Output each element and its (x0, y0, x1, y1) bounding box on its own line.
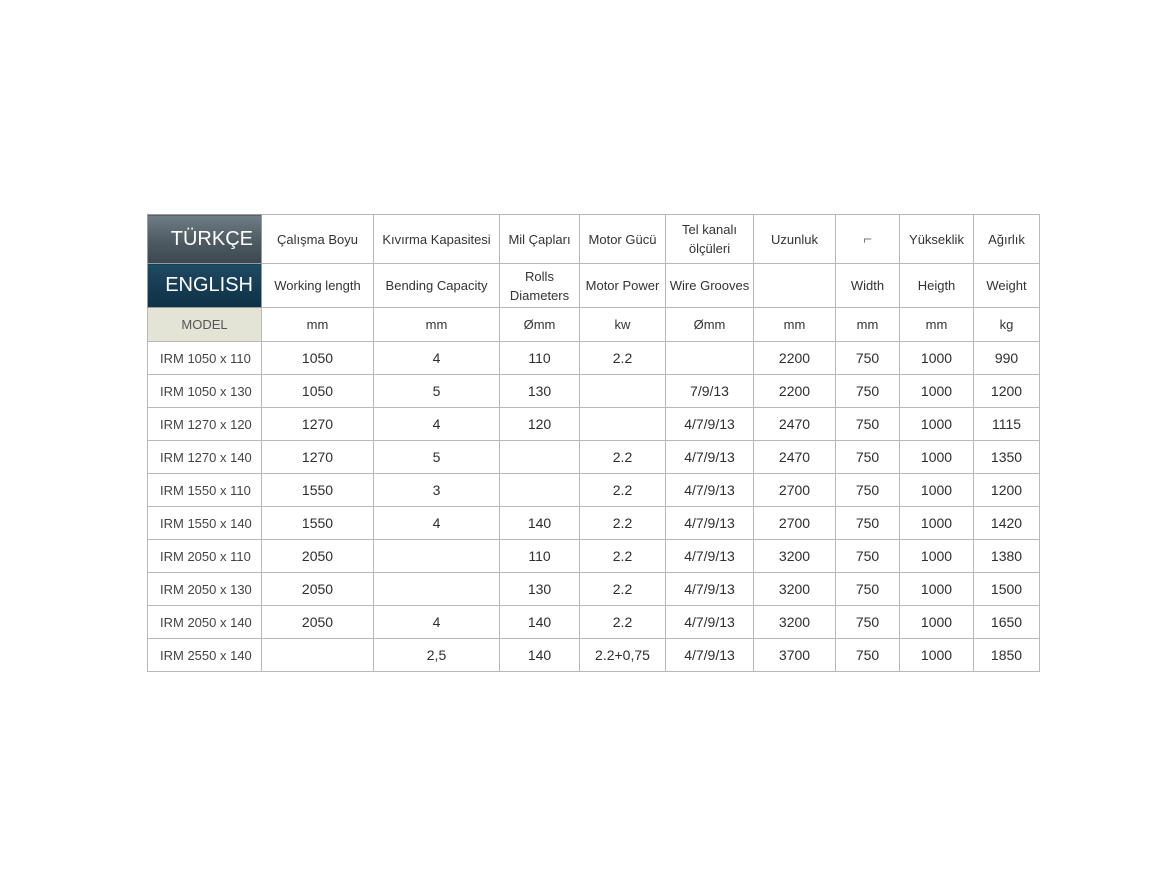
model-cell: IRM 2550 x 140 (148, 639, 262, 672)
col-en-rolls-diameters: Rolls Diameters (500, 264, 580, 308)
cell-wire-grooves: 4/7/9/13 (666, 639, 754, 672)
model-cell: IRM 2050 x 140 (148, 606, 262, 639)
model-header: MODEL (148, 308, 262, 342)
cell-weight: 1850 (974, 639, 1040, 672)
col-tr-height: Yükseklik (900, 215, 974, 264)
model-cell: IRM 1050 x 130 (148, 375, 262, 408)
cell-bending-capacity: 5 (374, 375, 500, 408)
cell-motor-power (580, 408, 666, 441)
cell-length: 3200 (754, 606, 836, 639)
cell-motor-power: 2.2 (580, 540, 666, 573)
cell-weight: 1350 (974, 441, 1040, 474)
lang-label-turkish: TÜRKÇE (148, 215, 262, 264)
cell-bending-capacity: 4 (374, 408, 500, 441)
unit-length: mm (754, 308, 836, 342)
spec-table (147, 214, 1040, 672)
model-cell: IRM 2050 x 110 (148, 540, 262, 573)
table-row (148, 540, 1040, 573)
unit-wire-grooves: Ømm (666, 308, 754, 342)
unit-working-length: mm (262, 308, 374, 342)
cell-working-length: 2050 (262, 573, 374, 606)
cell-working-length: 1050 (262, 375, 374, 408)
cell-weight: 1115 (974, 408, 1040, 441)
unit-rolls-diameters: Ømm (500, 308, 580, 342)
col-en-weight: Weight (974, 264, 1040, 308)
ruler-icon: ⌐ (863, 230, 872, 248)
table-row (148, 573, 1040, 606)
cell-weight: 1200 (974, 375, 1040, 408)
cell-height: 1000 (900, 507, 974, 540)
cell-height: 1000 (900, 474, 974, 507)
model-cell: IRM 2050 x 130 (148, 573, 262, 606)
unit-width: mm (836, 308, 900, 342)
model-cell: IRM 1050 x 110 (148, 342, 262, 375)
cell-length: 2700 (754, 474, 836, 507)
cell-bending-capacity: 4 (374, 606, 500, 639)
col-tr-bending-capacity: Kıvırma Kapasitesi (374, 215, 500, 264)
cell-length: 2470 (754, 408, 836, 441)
cell-bending-capacity: 4 (374, 507, 500, 540)
lang-label-english: ENGLISH (148, 264, 262, 308)
col-en-wire-grooves: Wire Grooves (666, 264, 754, 308)
cell-length: 2700 (754, 507, 836, 540)
cell-rolls-diameters: 140 (500, 507, 580, 540)
cell-length: 3700 (754, 639, 836, 672)
unit-bending-capacity: mm (374, 308, 500, 342)
cell-weight: 1500 (974, 573, 1040, 606)
cell-working-length: 2050 (262, 540, 374, 573)
cell-motor-power: 2.2 (580, 474, 666, 507)
cell-length: 2200 (754, 375, 836, 408)
cell-working-length: 1270 (262, 441, 374, 474)
model-cell: IRM 1270 x 140 (148, 441, 262, 474)
cell-bending-capacity: 3 (374, 474, 500, 507)
cell-height: 1000 (900, 441, 974, 474)
col-tr-weight: Ağırlık (974, 215, 1040, 264)
cell-rolls-diameters: 120 (500, 408, 580, 441)
cell-weight: 1200 (974, 474, 1040, 507)
col-en-width: Width (836, 264, 900, 308)
header-row-en (148, 264, 1040, 308)
cell-wire-grooves: 4/7/9/13 (666, 606, 754, 639)
cell-wire-grooves: 4/7/9/13 (666, 540, 754, 573)
table-row (148, 342, 1040, 375)
col-en-motor-power: Motor Power (580, 264, 666, 308)
cell-working-length: 1050 (262, 342, 374, 375)
header-row-units (148, 308, 1040, 342)
unit-motor-power: kw (580, 308, 666, 342)
cell-motor-power: 2.2 (580, 441, 666, 474)
model-cell: IRM 1550 x 110 (148, 474, 262, 507)
cell-weight: 1650 (974, 606, 1040, 639)
col-tr-length: Uzunluk (754, 215, 836, 264)
cell-wire-grooves: 4/7/9/13 (666, 474, 754, 507)
col-en-working-length: Working length (262, 264, 374, 308)
cell-height: 1000 (900, 408, 974, 441)
col-tr-wire-grooves: Tel kanalı ölçüleri (666, 215, 754, 264)
cell-width: 750 (836, 540, 900, 573)
cell-wire-grooves (666, 342, 754, 375)
cell-rolls-diameters: 130 (500, 375, 580, 408)
header-row-tr (148, 215, 1040, 264)
cell-wire-grooves: 4/7/9/13 (666, 408, 754, 441)
col-en-height: Heigth (900, 264, 974, 308)
table-row (148, 639, 1040, 672)
cell-width: 750 (836, 375, 900, 408)
col-tr-width (836, 215, 900, 264)
cell-motor-power (580, 375, 666, 408)
cell-width: 750 (836, 606, 900, 639)
table-row (148, 507, 1040, 540)
cell-weight: 1420 (974, 507, 1040, 540)
cell-motor-power: 2.2 (580, 507, 666, 540)
cell-length: 2470 (754, 441, 836, 474)
cell-height: 1000 (900, 639, 974, 672)
cell-width: 750 (836, 573, 900, 606)
cell-width: 750 (836, 342, 900, 375)
cell-height: 1000 (900, 573, 974, 606)
cell-motor-power: 2.2 (580, 342, 666, 375)
cell-working-length: 1550 (262, 474, 374, 507)
cell-motor-power: 2.2 (580, 606, 666, 639)
cell-bending-capacity: 5 (374, 441, 500, 474)
cell-weight: 1380 (974, 540, 1040, 573)
cell-height: 1000 (900, 375, 974, 408)
cell-bending-capacity (374, 540, 500, 573)
table-row (148, 441, 1040, 474)
cell-length: 2200 (754, 342, 836, 375)
table-row (148, 408, 1040, 441)
cell-wire-grooves: 7/9/13 (666, 375, 754, 408)
cell-rolls-diameters: 130 (500, 573, 580, 606)
cell-width: 750 (836, 507, 900, 540)
cell-rolls-diameters (500, 441, 580, 474)
col-en-bending-capacity: Bending Capacity (374, 264, 500, 308)
cell-height: 1000 (900, 342, 974, 375)
cell-height: 1000 (900, 606, 974, 639)
cell-width: 750 (836, 474, 900, 507)
cell-width: 750 (836, 408, 900, 441)
col-tr-rolls-diameters: Mil Çapları (500, 215, 580, 264)
table-row (148, 375, 1040, 408)
model-cell: IRM 1550 x 140 (148, 507, 262, 540)
cell-width: 750 (836, 441, 900, 474)
col-en-length (754, 264, 836, 308)
unit-weight: kg (974, 308, 1040, 342)
cell-weight: 990 (974, 342, 1040, 375)
model-cell: IRM 1270 x 120 (148, 408, 262, 441)
cell-working-length: 2050 (262, 606, 374, 639)
col-tr-working-length: Çalışma Boyu (262, 215, 374, 264)
cell-bending-capacity: 2,5 (374, 639, 500, 672)
cell-height: 1000 (900, 540, 974, 573)
col-tr-motor-power: Motor Gücü (580, 215, 666, 264)
cell-wire-grooves: 4/7/9/13 (666, 441, 754, 474)
cell-length: 3200 (754, 573, 836, 606)
cell-bending-capacity (374, 573, 500, 606)
unit-height: mm (900, 308, 974, 342)
cell-rolls-diameters: 140 (500, 606, 580, 639)
cell-working-length: 1270 (262, 408, 374, 441)
cell-motor-power: 2.2 (580, 573, 666, 606)
cell-rolls-diameters: 140 (500, 639, 580, 672)
cell-wire-grooves: 4/7/9/13 (666, 573, 754, 606)
table-row (148, 606, 1040, 639)
cell-bending-capacity: 4 (374, 342, 500, 375)
cell-length: 3200 (754, 540, 836, 573)
cell-motor-power: 2.2+0,75 (580, 639, 666, 672)
cell-width: 750 (836, 639, 900, 672)
cell-rolls-diameters: 110 (500, 342, 580, 375)
cell-working-length (262, 639, 374, 672)
cell-rolls-diameters: 110 (500, 540, 580, 573)
table-row (148, 474, 1040, 507)
cell-wire-grooves: 4/7/9/13 (666, 507, 754, 540)
cell-rolls-diameters (500, 474, 580, 507)
cell-working-length: 1550 (262, 507, 374, 540)
